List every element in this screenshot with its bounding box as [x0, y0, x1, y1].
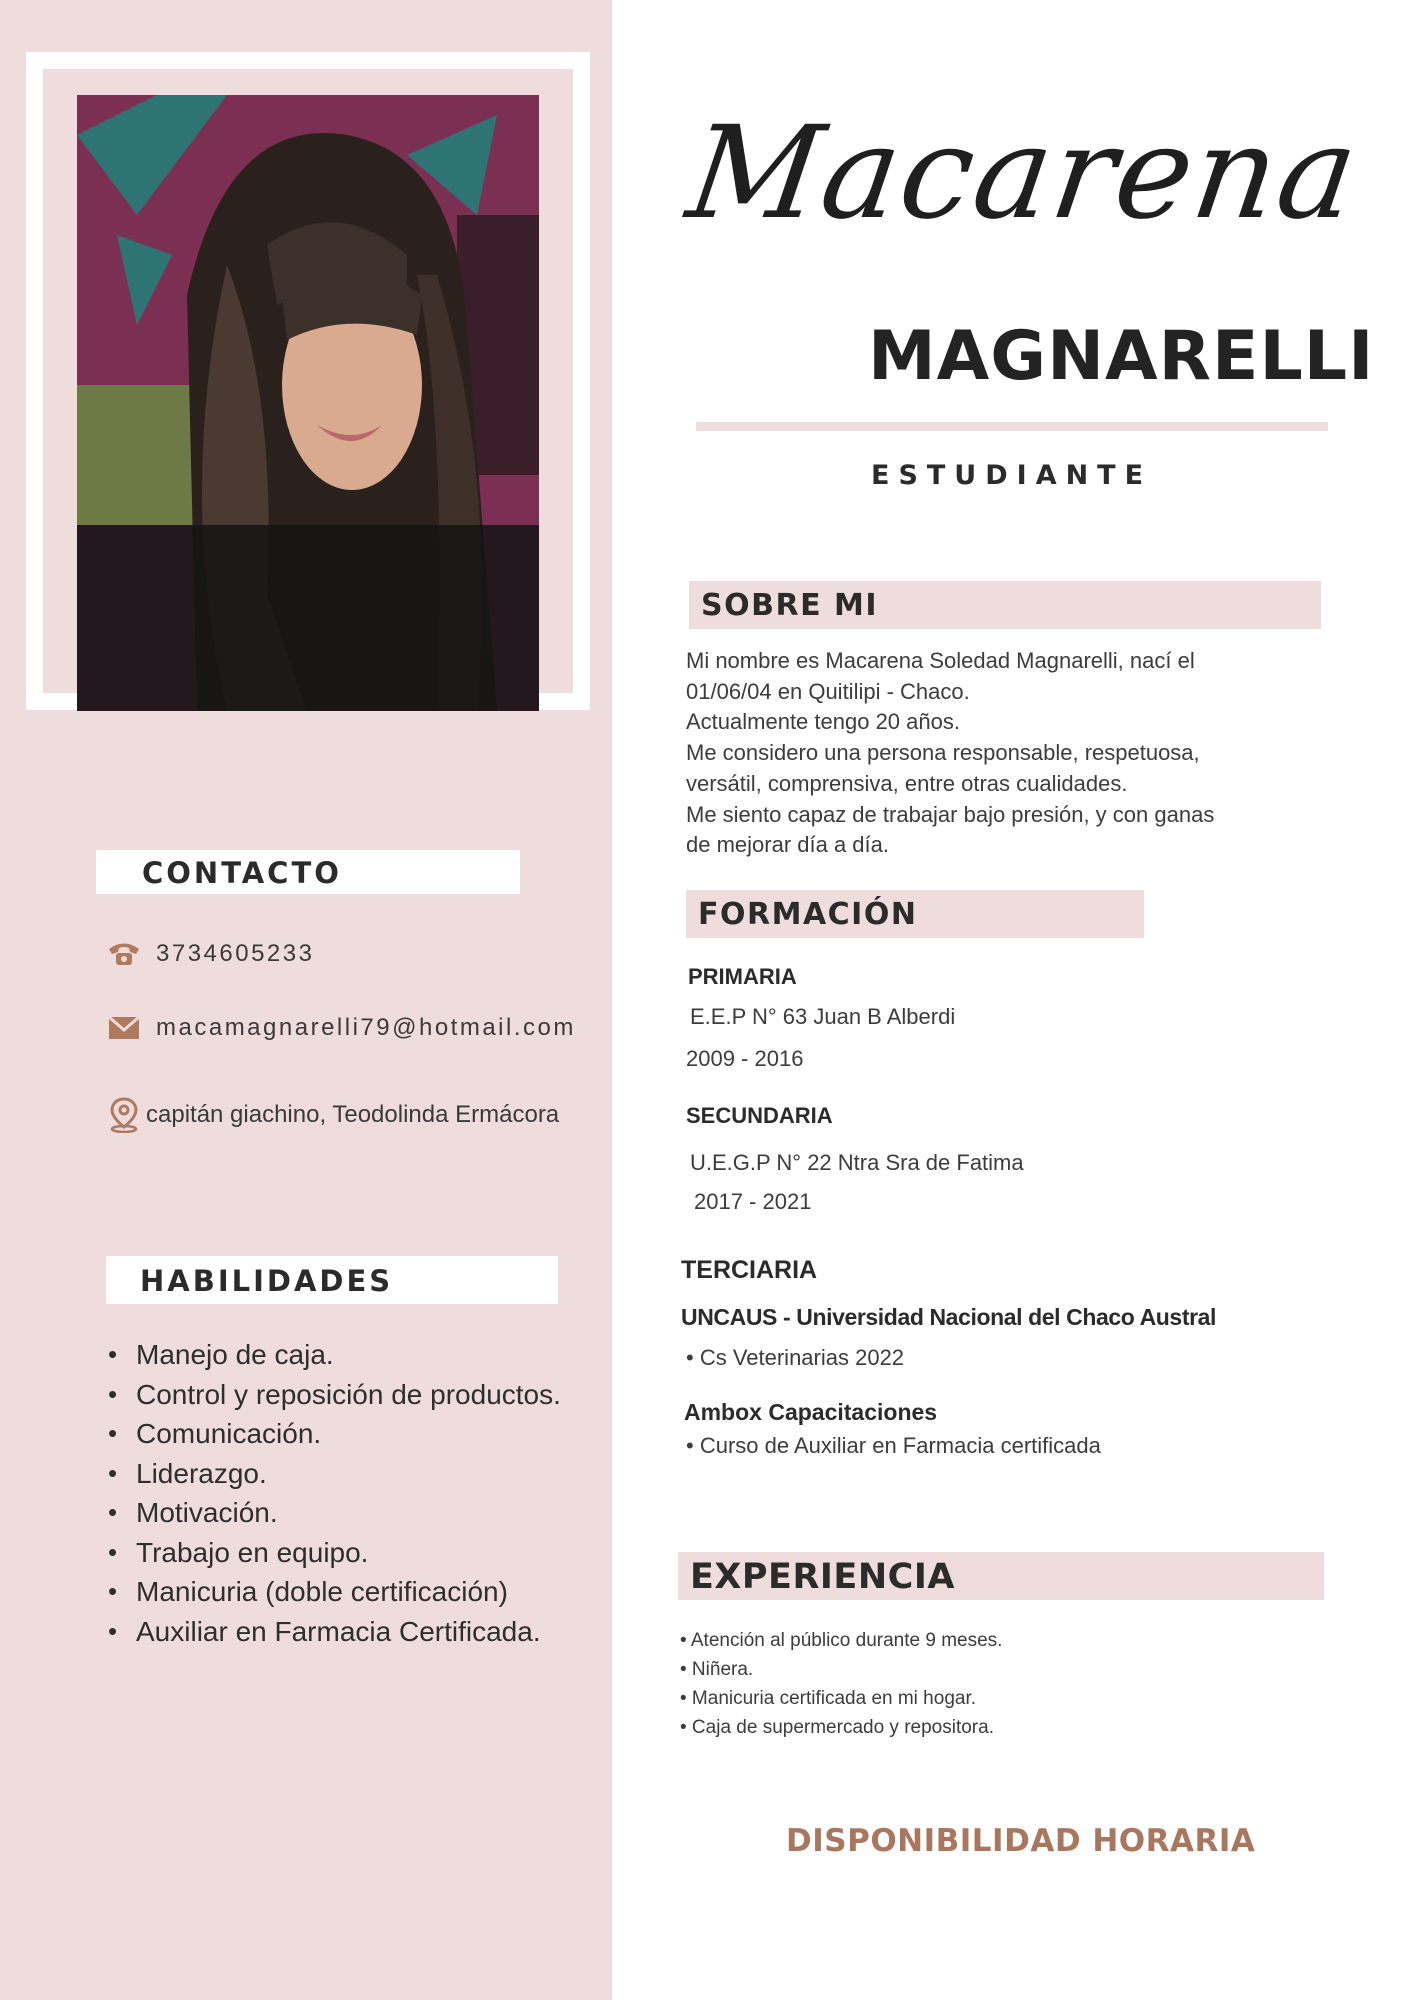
- experience-heading: [678, 1552, 1324, 1600]
- secondary-years: 2017 - 2021: [694, 1189, 812, 1214]
- photo-mat: [43, 69, 573, 693]
- list-item: • Control y reposición de productos.: [102, 1375, 561, 1415]
- contact-address[interactable]: [106, 1097, 559, 1133]
- list-item: • Niñera.: [680, 1659, 754, 1680]
- education-heading: [686, 890, 1144, 938]
- about-line: Me considero una persona responsable, respetuosa,: [686, 740, 1200, 766]
- about-line: 01/06/04 en Quitilipi - Chaco.: [686, 678, 970, 704]
- secondary-label: SECUNDARIA: [686, 1103, 833, 1128]
- phone-number: 3734605233: [156, 940, 315, 967]
- about-line: versátil, comprensiva, entre otras cualidades.: [686, 770, 1128, 796]
- skills-list: [102, 1335, 561, 1651]
- photo-frame: [26, 52, 590, 710]
- contact-heading-label: CONTACTO: [142, 856, 342, 890]
- contact-email[interactable]: [106, 1010, 576, 1046]
- secondary-school: U.E.G.P N° 22 Ntra Sra de Fatima: [690, 1150, 1024, 1175]
- about-line: Actualmente tengo 20 años.: [686, 709, 960, 735]
- left-sidebar: [0, 0, 612, 2000]
- skills-heading-label: HABILIDADES: [140, 1264, 394, 1298]
- list-item: • Manicuria (doble certificación): [102, 1572, 561, 1612]
- tertiary-course: • Cs Veterinarias 2022: [686, 1345, 905, 1370]
- about-line: de mejorar día a día.: [686, 832, 890, 858]
- skills-heading: [106, 1256, 558, 1304]
- email-address: macamagnarelli79@hotmail.com: [156, 1014, 576, 1041]
- about-heading: [689, 581, 1321, 629]
- list-item: • Manicuria certificada en mi hogar.: [680, 1688, 977, 1709]
- tertiary-institution: UNCAUS - Universidad Nacional del Chaco Austral: [681, 1304, 1217, 1330]
- list-item: • Comunicación.: [102, 1414, 561, 1454]
- list-item: • Manejo de caja.: [102, 1335, 561, 1375]
- list-item: • Auxiliar en Farmacia Certificada.: [102, 1612, 561, 1652]
- first-name: Macarena: [679, 99, 1368, 248]
- list-item: • Atención al público durante 9 meses.: [680, 1630, 1003, 1651]
- about-heading-label: SOBRE MI: [701, 588, 879, 623]
- tertiary-label: TERCIARIA: [681, 1256, 818, 1284]
- mail-icon: [106, 1010, 142, 1046]
- last-name: MAGNARELLI: [868, 317, 1375, 396]
- experience-heading-label: EXPERIENCIA: [690, 1557, 955, 1597]
- education-heading-label: FORMACIÓN: [698, 897, 918, 932]
- list-item: • Trabajo en equipo.: [102, 1533, 561, 1573]
- primary-years: 2009 - 2016: [686, 1046, 804, 1071]
- other-course: • Curso de Auxiliar en Farmacia certificada: [686, 1433, 1101, 1458]
- other-institution: Ambox Capacitaciones: [684, 1399, 938, 1425]
- experience-list: [680, 1626, 1002, 1742]
- about-text: [686, 646, 1306, 861]
- portrait-photo: [77, 95, 539, 711]
- contact-heading: [96, 850, 520, 894]
- list-item: • Motivación.: [102, 1493, 561, 1533]
- phone-icon: [106, 936, 142, 972]
- about-line: Mi nombre es Macarena Soledad Magnarelli, nací el: [686, 648, 1195, 673]
- availability-title: DISPONIBILIDAD HORARIA: [786, 1823, 1256, 1859]
- list-item: • Caja de supermercado y repositora.: [680, 1717, 994, 1738]
- contact-phone[interactable]: [106, 936, 314, 972]
- address-text: capitán giachino, Teodolinda Ermácora: [146, 1101, 560, 1128]
- location-icon: [106, 1097, 142, 1133]
- about-line: Me siento capaz de trabajar bajo presión, y con ganas: [686, 801, 1215, 827]
- list-item: • Liderazgo.: [102, 1454, 561, 1494]
- job-title: ESTUDIANTE: [871, 460, 1153, 491]
- name-divider: [696, 422, 1328, 431]
- primary-school: E.E.P N° 63 Juan B Alberdi: [690, 1004, 956, 1029]
- primary-label: PRIMARIA: [688, 964, 797, 989]
